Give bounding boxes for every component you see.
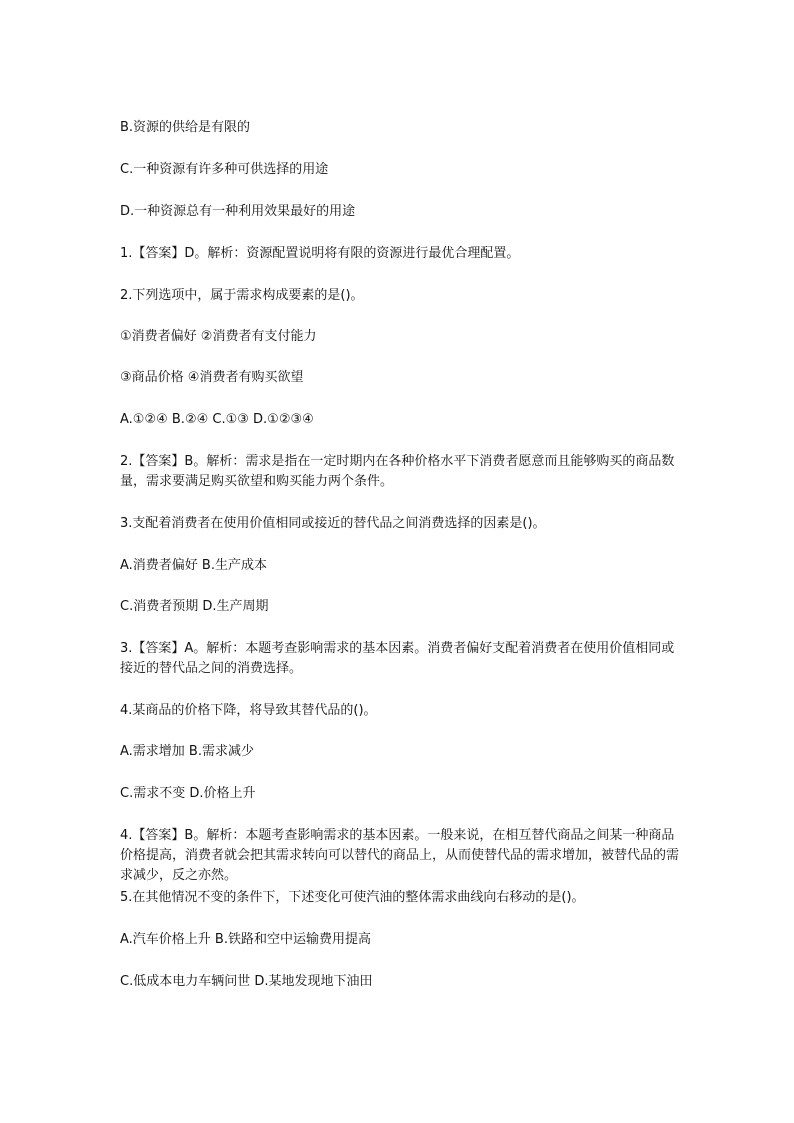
option-b: B.资源的供给是有限的 — [120, 120, 251, 135]
question-2-items-a: ①消费者偏好 ②消费者有支付能力 — [120, 329, 317, 344]
question-3-options-ab: A.消费者偏好 B.生产成本 — [120, 558, 267, 573]
answer-2: 2.【答案】B。解析：需求是指在一定时期内在各种价格水平下消费者愿意而且能够购买的商品数量，需求要满足购买欲望和购买能力两个条件。 — [120, 454, 675, 489]
option-c: C.一种资源有许多种可供选择的用途 — [120, 162, 329, 177]
question-5-options-ab: A.汽车价格上升 B.铁路和空中运输费用提高 — [120, 932, 371, 947]
question-2-items-b: ③商品价格 ④消费者有购买欲望 — [120, 370, 304, 385]
question-2: 2.下列选项中，属于需求构成要素的是()。 — [120, 288, 364, 303]
question-3: 3.支配着消费者在使用价值相同或接近的替代品之间消费选择的因素是()。 — [120, 516, 546, 531]
question-5-options-cd: C.低成本电力车辆问世 D.某地发现地下油田 — [120, 974, 373, 989]
answer-1: 1.【答案】D。解析：资源配置说明将有限的资源进行最优合理配置。 — [120, 246, 520, 261]
question-3-options-cd: C.消费者预期 D.生产周期 — [120, 599, 269, 614]
option-d: D.一种资源总有一种利用效果最好的用途 — [120, 204, 356, 219]
question-5: 5.在其他情况不变的条件下，下述变化可使汽油的整体需求曲线向右移动的是()。 — [120, 890, 585, 905]
question-4-options-ab: A.需求增加 B.需求减少 — [120, 744, 254, 759]
question-2-options: A.①②④ B.②④ C.①③ D.①②③④ — [120, 412, 314, 427]
answer-4: 4.【答案】B。解析：本题考查影响需求的基本因素。一般来说，在相互替代商品之间某一种商品价格提高，消费者就会把其需求转向可以替代的商品上，从而使替代品的需求增加，被替代品的需求减少，反之亦然。 — [120, 828, 680, 883]
question-4-options-cd: C.需求不变 D.价格上升 — [120, 786, 256, 801]
answer-3: 3.【答案】A。解析：本题考查影响需求的基本因素。消费者偏好支配着消费者在使用价值相同或接近的替代品之间的消费选择。 — [120, 641, 675, 676]
question-4: 4.某商品的价格下降，将导致其替代品的()。 — [120, 703, 377, 718]
